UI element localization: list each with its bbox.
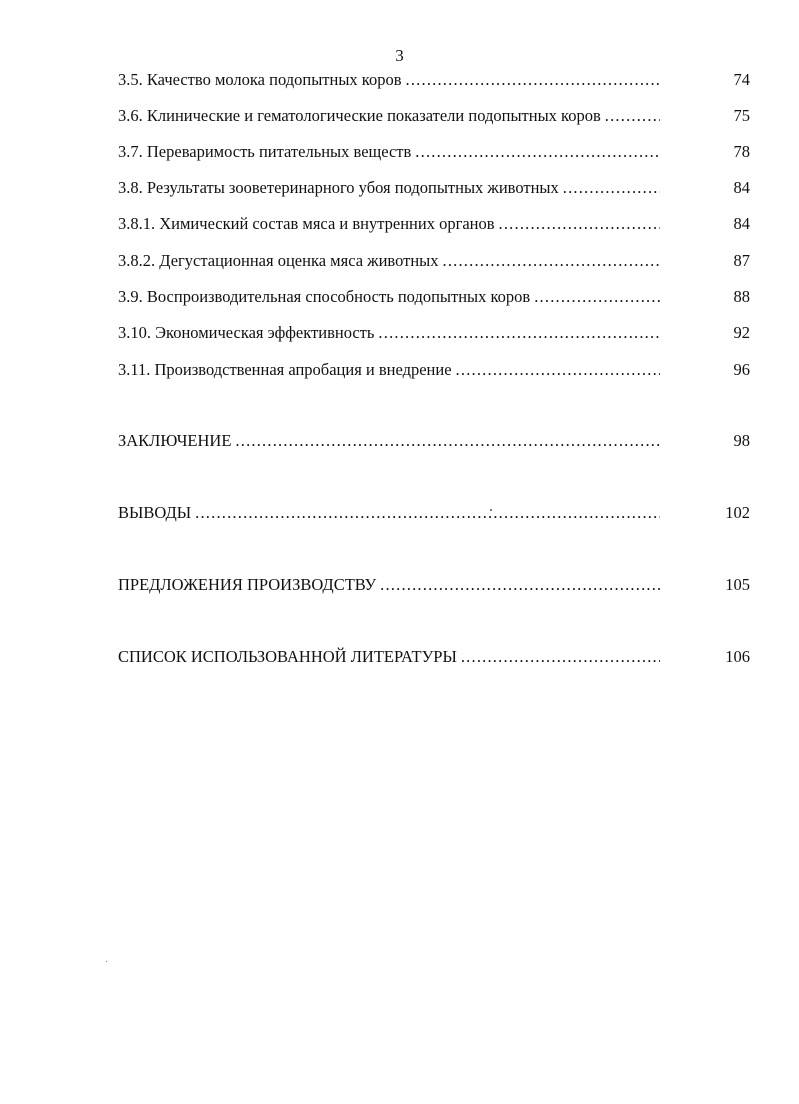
toc-entry[interactable] <box>118 214 750 236</box>
toc-entry-page: 105 <box>725 575 750 594</box>
dot-leader <box>461 647 660 667</box>
toc-entry-title: 3.8.1. Химический состав мяса и внутренних органов <box>118 214 495 233</box>
dot-leader <box>605 106 660 126</box>
toc-entry[interactable] <box>118 287 750 309</box>
toc-entry[interactable] <box>118 70 750 92</box>
dot-leader <box>499 214 660 234</box>
dot-leader <box>415 142 660 162</box>
toc-entry-page: 78 <box>733 142 750 161</box>
page-number: 3 <box>395 46 404 65</box>
toc-entry-title: 3.7. Переваримость питательных веществ <box>118 142 412 161</box>
toc-entry-title: 3.6. Клинические и гематологические показатели подопытных коров <box>118 106 601 125</box>
toc-entry-title: 3.11. Производственная апробация и внедрение <box>118 360 452 379</box>
toc-entry-title: ЗАКЛЮЧЕНИЕ <box>118 431 232 450</box>
dot-leader <box>443 251 661 271</box>
toc-entry-page: 75 <box>733 106 750 125</box>
dot-leader <box>380 575 660 595</box>
toc-title-with-leader <box>118 647 664 667</box>
toc-entry[interactable] <box>118 106 750 128</box>
toc-entry-page: 98 <box>733 431 750 450</box>
toc-entry[interactable] <box>118 323 750 345</box>
toc-entry[interactable] <box>118 251 750 273</box>
scan-speck <box>106 961 107 962</box>
toc-entry-title: 3.8. Результаты зооветеринарного убоя подопытных животных <box>118 178 559 197</box>
toc-entry-page: 84 <box>733 178 750 197</box>
toc-entry-page: 88 <box>733 287 750 306</box>
toc-entry[interactable] <box>118 575 750 597</box>
toc-entry-title: ПРЕДЛОЖЕНИЯ ПРОИЗВОДСТВУ <box>118 575 377 594</box>
dot-leader <box>534 287 660 307</box>
toc-title-with-leader <box>118 106 664 126</box>
toc-entry-title: 3.5. Качество молока подопытных коров <box>118 70 402 89</box>
toc-title-with-leader <box>118 287 664 307</box>
toc-entry[interactable] <box>118 178 750 200</box>
toc-title-with-leader <box>118 214 664 234</box>
toc-entry-title: 3.10. Экономическая эффективность <box>118 323 375 342</box>
dot-leader <box>195 503 660 523</box>
toc-entry[interactable] <box>118 503 750 525</box>
scan-speck <box>490 509 492 511</box>
toc-title-with-leader <box>118 360 664 380</box>
toc-entry-page: 84 <box>733 214 750 233</box>
dot-leader <box>378 323 660 343</box>
dot-leader <box>406 70 660 90</box>
toc-title-with-leader <box>118 251 664 271</box>
toc-entry-title: 3.9. Воспроизводительная способность подопытных коров <box>118 287 531 306</box>
toc-entry[interactable] <box>118 360 750 382</box>
toc-entry-page: 92 <box>733 323 750 342</box>
toc-title-with-leader <box>118 70 664 90</box>
toc-title-with-leader <box>118 431 664 451</box>
toc-title-with-leader <box>118 142 664 162</box>
toc-entry[interactable] <box>118 647 750 669</box>
dot-leader <box>235 431 660 451</box>
toc-entry-title: 3.8.2. Дегустационная оценка мяса животных <box>118 251 439 270</box>
toc-title-with-leader <box>118 178 664 198</box>
dot-leader <box>456 360 660 380</box>
toc-entry[interactable] <box>118 431 750 453</box>
toc-entry-page: 106 <box>725 647 750 666</box>
toc-entry-page: 96 <box>733 360 750 379</box>
toc-entry[interactable] <box>118 142 750 164</box>
toc-entry-page: 87 <box>733 251 750 270</box>
toc-entry-title: ВЫВОДЫ <box>118 503 192 522</box>
toc-entry-page: 102 <box>725 503 750 522</box>
dot-leader <box>563 178 660 198</box>
toc-entry-page: 74 <box>733 70 750 89</box>
toc-entry-title: СПИСОК ИСПОЛЬЗОВАННОЙ ЛИТЕРАТУРЫ <box>118 647 457 666</box>
toc-title-with-leader <box>118 575 664 595</box>
toc-title-with-leader <box>118 503 664 523</box>
toc-title-with-leader <box>118 323 664 343</box>
